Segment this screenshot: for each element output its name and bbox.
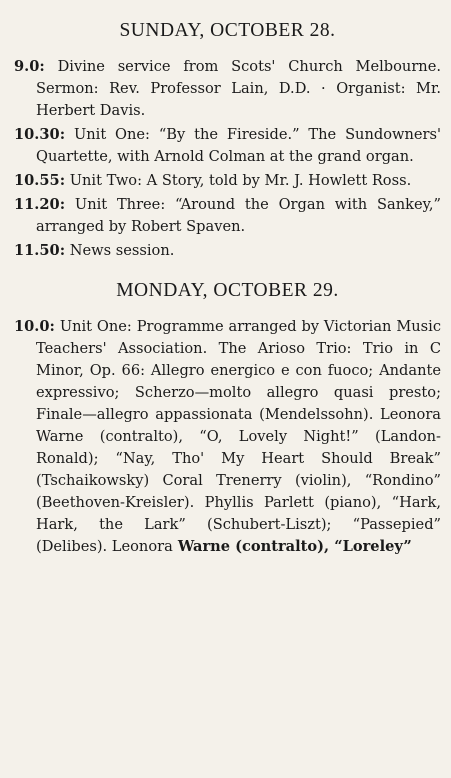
entry-time: 10.55: xyxy=(14,172,66,189)
entry-text: Divine service from Scots' Church Melbourne. Sermon: Rev. Professor Lain, D.D. · Organist: Mr. Herbert Davis. xyxy=(36,58,441,119)
entry-text-bold: Warne (contralto), “Loreley” xyxy=(172,538,412,555)
entry-time: 11.50: xyxy=(14,242,66,259)
entry-text: Unit One: Programme arranged by Victorian Music Teachers' Association. The Arioso Trio: Trio in C Minor, Op. 66: Allegro energico e con fuoco; Andante expressivo; Scherzo—molto allegro quasi presto; Finale—allegro appassionata (Mendelssohn). Leonora Warne (contralto), “O, Lovely Night!” (Landon-Ronald); “Nay, Tho' My Heart Should Break” (Tschaikowsky) Coral Trenerry (violin), “Rondino” (Beethoven-Kreisler). Phyllis Parlett (piano), “Hark, Hark, the Lark” (Schubert-Liszt); “Passepied” (Delibes). Leonora xyxy=(36,318,441,555)
entry-time: 10.0: xyxy=(14,318,55,335)
entry-text: Unit One: “By the Fireside.” The Sundowners' Quartette, with Arnold Colman at the grand organ. xyxy=(36,126,441,165)
program-entry xyxy=(14,240,441,262)
program-entry xyxy=(14,316,441,558)
entry-time: 11.20: xyxy=(14,196,66,213)
sunday-heading: SUNDAY, OCTOBER 28. xyxy=(119,20,336,41)
program-entry xyxy=(14,124,441,168)
program-entry xyxy=(14,170,441,192)
entry-text: Unit Three: “Around the Organ with Sankey,” arranged by Robert Spaven. xyxy=(36,196,441,235)
program-entry xyxy=(14,194,441,238)
entry-time: 10.30: xyxy=(14,126,66,143)
program-entry xyxy=(14,56,441,122)
entry-text: News session. xyxy=(65,242,175,259)
entry-time: 9.0: xyxy=(14,58,45,75)
entry-text: Unit Two: A Story, told by Mr. J. Howlett Ross. xyxy=(65,172,412,189)
monday-heading: MONDAY, OCTOBER 29. xyxy=(116,280,339,301)
